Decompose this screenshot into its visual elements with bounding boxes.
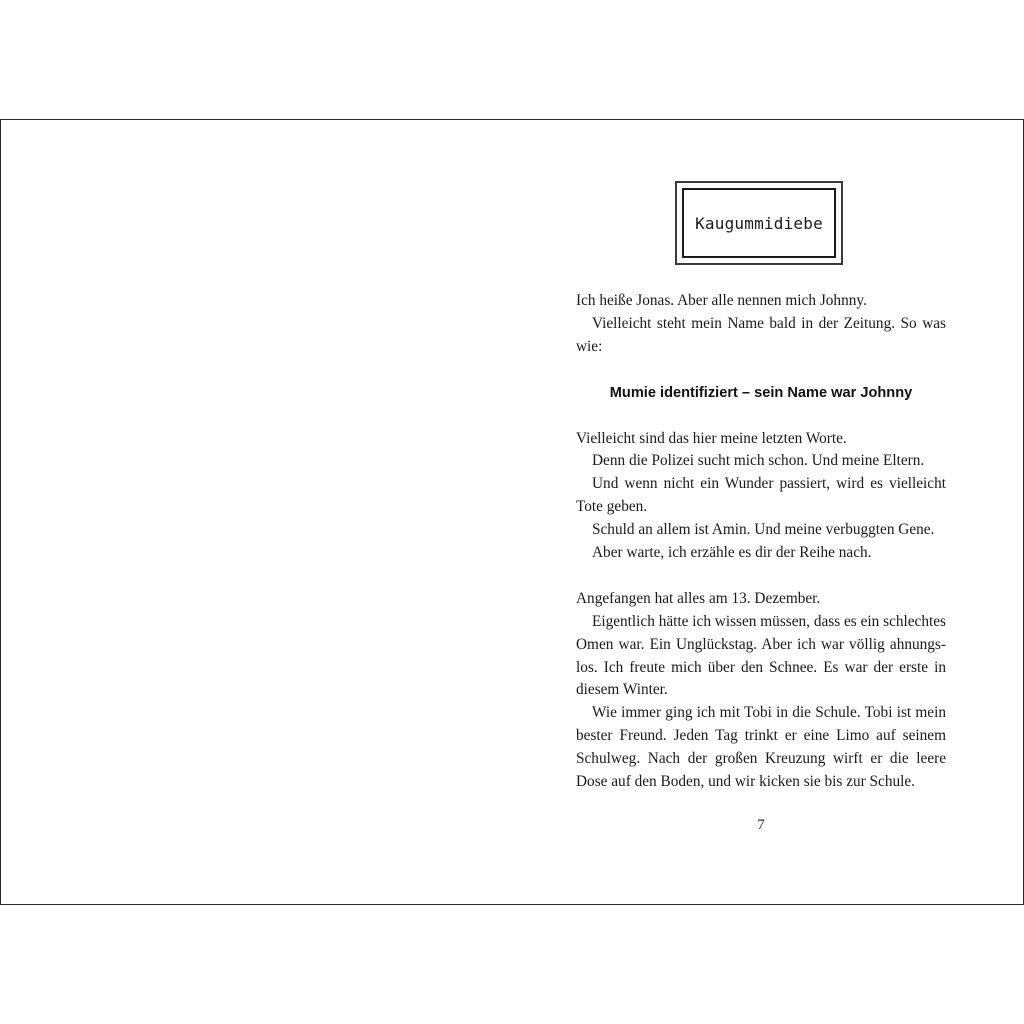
paragraph-7: Aber warte, ich erzähle es dir der Reihe nach. bbox=[592, 544, 872, 562]
body-text bbox=[576, 290, 946, 794]
right-page bbox=[576, 120, 946, 904]
paragraph-10: Wie immer ging ich mit Tobi in die Schule. Tobi ist mein bester Freund. Jeden Tag trinkt er eine Limo auf seinem Schulweg. Nach der großen Kreuzung wirft er die leere Dose auf den Boden, und wir kicken sie bis zur Schule. bbox=[576, 704, 946, 791]
chapter-title-frame bbox=[675, 181, 843, 265]
paragraph-2: Vielleicht steht mein Name bald in der Zeitung. So was wie: bbox=[576, 314, 946, 355]
paragraph-4: Denn die Polizei sucht mich schon. Und meine Eltern. bbox=[592, 452, 925, 470]
paragraph-3: Vielleicht sind das hier meine letzten Worte. bbox=[576, 429, 847, 447]
page-number: 7 bbox=[757, 817, 765, 833]
chapter-title-frame-inner bbox=[682, 188, 836, 258]
newspaper-headline: Mumie identifiziert – sein Name war Johnny bbox=[609, 384, 913, 401]
paragraph-5: Und wenn nicht ein Wunder passiert, wird es vielleicht Tote geben. bbox=[576, 475, 946, 516]
left-page-blank bbox=[1, 120, 512, 904]
chapter-title: Kaugummidiebe bbox=[695, 213, 823, 233]
paragraph-6: Schuld an allem ist Amin. Und meine verbuggten Gene. bbox=[592, 521, 935, 539]
paragraph-1: Ich heiße Jonas. Aber alle nennen mich Johnny. bbox=[576, 292, 867, 309]
book-spread bbox=[0, 119, 1024, 905]
paragraph-8: Angefangen hat alles am 13. Dezember. bbox=[576, 589, 821, 607]
paragraph-9: Eigentlich hätte ich wissen müssen, dass es ein schlechtes Omen war. Ein Unglückstag. Aber ich war völlig ahnungslos. Ich freute mich über den Schnee. Es war der erste in diesem Winter. bbox=[576, 612, 946, 699]
